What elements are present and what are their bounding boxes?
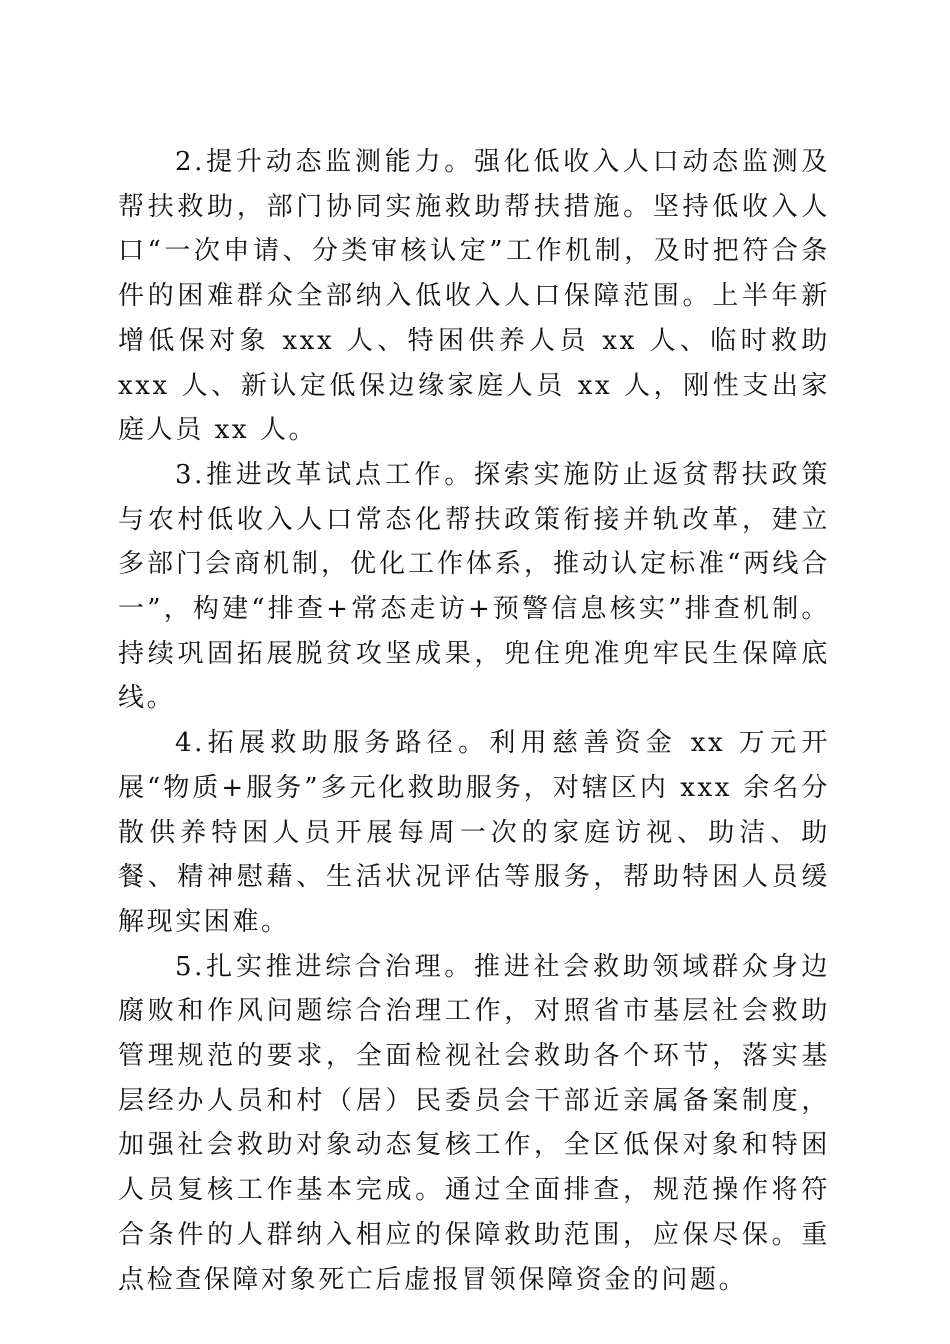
document-body [118,140,830,1302]
paragraph-2-dynamic-monitoring: 2.提升动态监测能力。强化低收入人口动态监测及帮扶救助，部门协同实施救助帮扶措施。坚持低收入人口“一次申请、分类审核认定”工作机制，及时把符合条件的困难群众全部纳入低收入人口保障范围。上半年新增低保对象 xxx 人、特困供养人员 xx 人、临时救助 xxx 人、新认定低保边缘家庭人员 xx 人，刚性支出家庭人员 xx 人。 [118,147,830,446]
paragraph-5-comprehensive-governance: 5.扎实推进综合治理。推进社会救助领域群众身边腐败和作风问题综合治理工作，对照省市基层社会救助管理规范的要求，全面检视社会救助各个环节，落实基层经办人员和村（居）民委员会干部近亲属备案制度，加强社会救助对象动态复核工作，全区低保对象和特困人员复核工作基本完成。通过全面排查，规范操作将符合条件的人群纳入相应的保障救助范围，应保尽保。重点检查保障对象死亡后虚报冒领保障资金的问题。 [118,951,830,1295]
paragraph-4-assistance-services: 4.拓展救助服务路径。利用慈善资金 xx 万元开展“物质+服务”多元化救助服务，对辖区内 xxx 余名分散供养特困人员开展每周一次的家庭访视、助洁、助餐、精神慰藉、生活状况评估等服务，帮助特困人员缓解现实困难。 [118,728,830,937]
paragraph-3-reform-pilot: 3.推进改革试点工作。探索实施防止返贫帮扶政策与农村低收入人口常态化帮扶政策衔接并轨改革，建立多部门会商机制，优化工作体系，推动认定标准“两线合一”，构建“排查+常态走访+预警信息核实”排查机制。持续巩固拓展脱贫攻坚成果，兜住兜准兜牢民生保障底线。 [118,459,830,714]
